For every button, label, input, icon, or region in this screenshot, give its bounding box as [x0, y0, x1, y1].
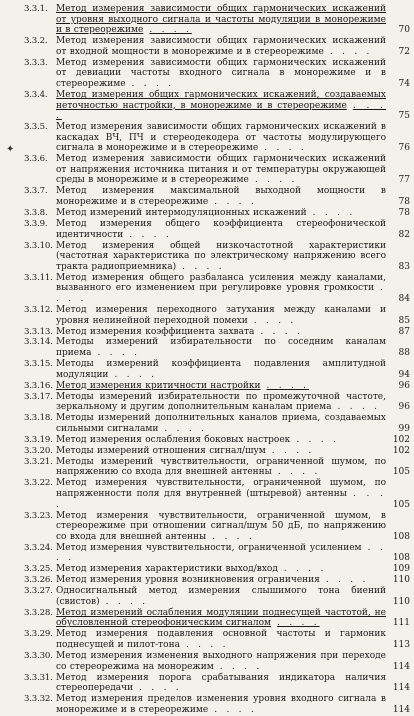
toc-entry [0, 90, 414, 122]
toc-page-number: 87 [398, 326, 410, 337]
leader-dots: . . . . [271, 445, 315, 456]
leader-dots: . . . . [105, 596, 149, 607]
leader-dots: . . . . [149, 25, 192, 36]
toc-entry-number: 3.3.12. [24, 304, 53, 315]
toc-page-number: 102 [392, 434, 410, 445]
toc-entry [0, 586, 414, 607]
toc-entry-number: 3.3.4. [24, 89, 48, 100]
toc-entry [0, 435, 414, 446]
leader-dots: . . . . [131, 78, 175, 89]
toc-entry-number: 3.3.3. [24, 57, 48, 68]
leader-dots: . . . . [56, 488, 387, 510]
toc-entry [0, 511, 414, 543]
toc-entry-title: Метод измерения общей низкочастотной характеристики (частотная характеристика по электрическому напряжению всего тракта радиоприемника) . . . . [56, 240, 386, 272]
toc-entry-title: Метод измерения критичности настройки . . . . [56, 380, 310, 391]
leader-dots: . . . . [260, 326, 303, 337]
leader-dots: . . . . [56, 542, 386, 564]
leader-dots: . . . . [214, 197, 257, 208]
toc-page-number: 76 [398, 143, 410, 154]
toc-entry-title: Метод измерения зависимости общих гармонических искажений от входной мощности в монорежиме и в стереорежиме . . . . [56, 36, 386, 57]
toc-page-number: 88 [398, 348, 410, 359]
toc-entry-title: Метод измерения характеристики выход/вход . . . . [56, 564, 327, 575]
toc-entry [0, 608, 414, 629]
toc-page-number: 83 [398, 261, 410, 272]
toc-entry-title: Методы измерений чувствительности, ограниченной шумом, по напряжению со входа для внешней антенны . . . . [56, 456, 386, 478]
toc-entry-number: 3.3.15. [24, 359, 53, 370]
toc-entry [0, 305, 414, 326]
toc-page-number: 72 [398, 46, 410, 57]
leader-dots: . . . . [266, 380, 310, 391]
toc-entry [0, 219, 414, 240]
table-of-contents [0, 4, 414, 716]
toc-entry-title: Метод измерения коэффициента захвата . . . . [56, 326, 303, 337]
leader-dots: . . . . [185, 639, 229, 650]
toc-entry-number: 3.3.19. [24, 434, 53, 445]
toc-page-number: 114 [392, 704, 410, 715]
toc-page-number: 78 [398, 197, 410, 208]
toc-page-number: 82 [398, 229, 410, 240]
toc-entry-title: Методы измерений коэффициента подавления амплитудной модуляции . . . . [56, 359, 386, 380]
toc-entry [0, 186, 414, 207]
toc-page-number: 111 [392, 618, 410, 629]
toc-entry-title: Метод измерения порога срабатывания индикатора наличия стереопередачи . . . . [56, 672, 386, 694]
toc-page-number: 94 [398, 369, 410, 380]
leader-dots: . . . . [219, 661, 263, 672]
toc-entry-number: 3.3.28. [24, 607, 53, 618]
toc-entry-number: 3.3.32. [24, 694, 53, 705]
toc-entry-title: Методы измерений избирательности по промежуточной частоте, зеркальному и другим дополнительным каналам приема . . . . [56, 391, 386, 413]
toc-entry [0, 457, 414, 478]
toc-page-number: 70 [398, 25, 410, 36]
toc-entry-number: 3.3.25. [24, 564, 53, 575]
toc-entry [0, 694, 414, 715]
toc-page-number: 105 [392, 499, 410, 510]
toc-entry-number: 3.3.16. [24, 380, 53, 391]
toc-entry-number: 3.3.11. [24, 272, 53, 283]
leader-dots: . . . . [312, 208, 356, 219]
toc-entry [0, 478, 414, 510]
toc-entry-number: 3.3.7. [24, 186, 48, 197]
toc-entry-title: Метод измерения пределов изменения уровня входного сигнала в монорежиме и в стереорежиме . . . . [56, 694, 386, 715]
toc-entry-number: 3.3.24. [24, 542, 53, 553]
toc-entry-number: 3.3.9. [24, 219, 48, 229]
toc-entry-title: Метод измерения зависимости общих гармонических искажений от уровня выходного сигнала и частоты модуляции в монорежиме и в стереорежиме . . . . [56, 4, 386, 36]
toc-page-number: 74 [398, 78, 410, 89]
leader-dots: . . . . [337, 402, 381, 413]
toc-entry-title: Метод измерений ослабления модуляции поднесущей частотой, не обусловленной стереофоническим сигналом . . . . [56, 607, 386, 629]
leader-dots: . . . . [264, 143, 307, 154]
toc-entry [0, 273, 414, 305]
leader-dots: . . . . [182, 261, 225, 272]
toc-entry-title: Метод измерения чувствительности, ограниченной усилением . . . . [56, 542, 386, 564]
toc-entry-title: Метод измерения изменения выходного напряжения при переходе со стереорежима на монорежим . . . . [56, 650, 386, 672]
toc-entry-number: 3.3.31. [24, 672, 53, 683]
toc-page-number: 85 [398, 315, 410, 326]
leader-dots: . . . . [253, 315, 297, 326]
leader-dots: . . . . [212, 531, 255, 542]
toc-entry [0, 241, 414, 273]
toc-entry-title: Методы измерений дополнительных каналов приема, создаваемых сильными сигналами . . . . [56, 413, 386, 434]
toc-entry-title: Метод измерения подавления основной частоты и гармоник поднесущей и пилот-тона . . . . [56, 629, 386, 650]
leader-dots: . . . . [254, 175, 298, 186]
toc-entry [0, 564, 414, 575]
leader-dots: . . . . [329, 46, 373, 57]
toc-entry [0, 575, 414, 586]
toc-entry-number: 3.3.6. [24, 154, 48, 165]
toc-entry [0, 359, 414, 380]
toc-entry-title: Метод измерения общих гармонических искажений, создаваемых неточностью настройки, в монорежиме и в стереорежиме . . . . [56, 89, 386, 122]
toc-entry-number: 3.3.2. [24, 36, 48, 47]
toc-entry-number: 3.3.13. [24, 326, 53, 337]
toc-entry-number: 3.3.22. [24, 478, 53, 489]
leader-dots: . . . . [164, 423, 207, 434]
toc-page-number: 110 [392, 575, 410, 586]
toc-entry-title: Методы измерений отношения сигнал/шум . . . . [56, 445, 315, 456]
leader-dots: . . . . [129, 229, 172, 240]
toc-entry-title: Односигнальный метод измерения слышимого тона биений (свистов) . . . . [56, 586, 386, 607]
toc-entry-title: Метод измерения зависимости общих гармонических искажений от девиации частоты входного сигнала в монорежиме и в стереорежиме . . . . [56, 57, 386, 89]
toc-entry-number: 3.3.5. [24, 122, 48, 133]
toc-entry-number: 3.3.10. [24, 240, 53, 251]
toc-entry [0, 154, 414, 186]
toc-page-number: 110 [392, 596, 410, 607]
leader-dots: . . . . [56, 100, 386, 122]
toc-entry [0, 58, 414, 90]
toc-page-number: 84 [398, 293, 410, 304]
toc-page-number: 109 [392, 564, 410, 575]
toc-entry-title: Метод измерения ослабления боковых настроек . . . . [56, 434, 339, 445]
toc-page-number: 105 [392, 467, 410, 478]
toc-entry-title: Методы измерений избирательности по соседним каналам приема . . . . [56, 337, 386, 359]
toc-entry [0, 446, 414, 457]
toc-entry-number: 3.3.30. [24, 650, 53, 661]
toc-entry [0, 122, 414, 154]
toc-entry [0, 4, 414, 36]
toc-page-number: 77 [398, 175, 410, 186]
leader-dots: . . . . [114, 369, 157, 380]
toc-entry [0, 543, 414, 564]
toc-page-number: 108 [392, 531, 410, 542]
leader-dots: . . . . [139, 683, 182, 694]
toc-entry [0, 381, 414, 392]
toc-entry [0, 36, 414, 57]
toc-page-number: 114 [392, 683, 410, 694]
toc-page-number: 96 [398, 380, 410, 391]
leader-dots: . . . . [277, 467, 321, 478]
toc-entry [0, 651, 414, 672]
toc-entry-title: Метод измерения зависимости общих гармонических искажений в каскадах ВЧ, ПЧ и стереодекодера от частоты модулирующего сигнала в монорежиме и в стереорежиме . . . . [56, 122, 386, 154]
leader-dots: . . . . [214, 704, 257, 715]
toc-entry-number: 3.3.29. [24, 629, 53, 640]
toc-entry-number: 3.3.1. [24, 4, 48, 14]
margin-mark-icon: ✦ [6, 144, 15, 155]
toc-entry-title: Метод измерения переходного затухания между каналами и уровня нелинейной переходной помехи . . . . [56, 304, 386, 326]
toc-entry-number: 3.3.18. [24, 413, 53, 424]
toc-page-number: 99 [398, 423, 410, 434]
leader-dots: . . . . [56, 283, 386, 304]
toc-entry [0, 392, 414, 413]
toc-entry-number: 3.3.20. [24, 445, 53, 456]
toc-entry [0, 337, 414, 358]
toc-page-number: 75 [398, 111, 410, 122]
toc-entry [0, 673, 414, 694]
toc-entry-title: Метод измерений интермодуляционных искажений . . . . [56, 208, 356, 219]
toc-page-number: 102 [392, 445, 410, 456]
toc-page-number: 78 [398, 208, 410, 219]
toc-entry-title: Метод измерения уровня возникновения ограничения . . . . [56, 575, 369, 586]
toc-entry-number: 3.3.26. [24, 575, 53, 586]
toc-entry-number: 3.3.17. [24, 391, 53, 402]
toc-entry-number: 3.3.8. [24, 208, 48, 219]
toc-entry-title: Метод измерения чувствительности, ограниченной шумом, по напряженности поля для внутренней (штыревой) антенны . . . . [56, 478, 387, 510]
toc-page-number: 113 [392, 639, 410, 650]
toc-entry [0, 208, 414, 219]
toc-entry-title: Метод измерения общего коэффициента стереофонической идентичности . . . . [56, 219, 386, 240]
toc-entry-number: 3.3.21. [24, 456, 53, 467]
toc-page-number: 96 [398, 402, 410, 413]
leader-dots: . . . . [325, 575, 369, 586]
toc-entry-number: 3.3.27. [24, 586, 53, 597]
toc-page-number: 114 [392, 661, 410, 672]
toc-entry [0, 413, 414, 434]
toc-entry [0, 327, 414, 338]
toc-entry-title: Метод измерения чувствительности, ограниченной шумом, в стереорежиме при отношении сигнал/шум 50 дБ, по напряжению со входа для внешней антенны . . . . [56, 510, 386, 542]
leader-dots: . . . . [283, 564, 327, 575]
toc-entry-number: 3.3.14. [24, 337, 53, 348]
leader-dots: . . . . [296, 434, 339, 445]
toc-entry-title: Метод измерения общего разбаланса усиления между каналами, вызванного его изменением при регулировке уровня громкости . . . . [56, 272, 386, 304]
toc-entry-title: Метод измерения максимальной выходной мощности в монорежиме и в стереорежиме . . . . [56, 186, 386, 208]
toc-entry-number: 3.3.23. [24, 510, 53, 521]
toc-page-number: 108 [392, 553, 410, 564]
leader-dots: . . . . [277, 618, 320, 629]
toc-entry-title: Метод измерения зависимости общих гармонических искажений от напряжения источника питания и от температуры окружающей среды в монорежиме и в стереорежиме . . . . [56, 154, 386, 186]
leader-dots: . . . . [97, 348, 140, 359]
